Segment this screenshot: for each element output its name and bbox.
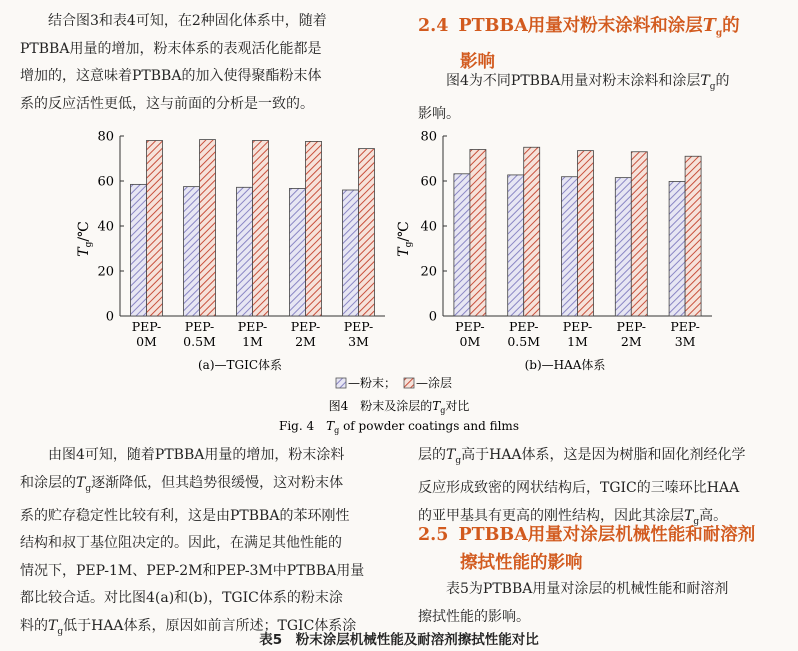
- chart-a-x-tick-label: PEP-: [131, 319, 162, 334]
- figure-4-svg: [0, 126, 798, 436]
- caption-en-T: T: [326, 419, 335, 433]
- discussion-l7-sub: g: [57, 626, 64, 637]
- discussion-l2-T: T: [76, 474, 86, 491]
- legend-powder-label: —粉末；: [348, 376, 397, 390]
- legend: [336, 375, 452, 390]
- discussion-paragraph: [20, 442, 398, 646]
- chart-a-y-tick-label: 20: [97, 264, 114, 280]
- discussion-l7-T: T: [48, 617, 58, 634]
- chart-a-y-tick-label: 80: [97, 129, 114, 145]
- chart-b-bar-coating: [470, 150, 486, 317]
- caption-cn-b: 对比: [445, 399, 470, 413]
- table-5-title: 表5 粉末涂层机械性能及耐溶剂擦拭性能对比: [259, 632, 539, 648]
- discussion-l7b: 低于HAA体系，原因如前言所述；TGIC体系涂: [63, 617, 357, 634]
- caption-cn-a: 图4 粉末及涂层的: [328, 399, 433, 413]
- cont-l1-sub: g: [455, 455, 462, 466]
- section-2-5-title-1: PTBBA用量对涂层机械性能和耐溶剂: [458, 525, 756, 545]
- discussion-l2a: 和涂层的: [20, 474, 76, 491]
- intro-line-1: 结合图3和表4可知，在2种固化体系中，随着: [48, 13, 327, 29]
- cont-l1b: 高于HAA体系，这是因为树脂和固化剂经化学: [461, 447, 746, 463]
- cont-l3-sub: g: [693, 516, 700, 527]
- discussion-l7a: 料的: [20, 617, 48, 634]
- chart-b-ylabel-unit: /℃: [396, 221, 412, 242]
- discussion-line-6: 都比较合适。对比图4(a)和(b)，TGIC体系的粉末涂: [20, 590, 343, 607]
- chart-b-y-tick-label: 20: [420, 264, 437, 280]
- section-2-5-body: [418, 576, 790, 631]
- chart-a-ylabel-sub: g: [84, 241, 94, 248]
- discussion-line-1: 由图4可知，随着PTBBA用量的增加，粉末涂料: [48, 447, 345, 463]
- s24-body-line2: 影响。: [418, 106, 460, 123]
- chart-a-x-tick-label: PEP-: [343, 319, 374, 334]
- chart-a-bar-coating: [147, 141, 163, 317]
- chart-a-ylabel-T: T: [76, 247, 92, 257]
- cont-l3a: 的亚甲基具有更高的刚性结构，因此其涂层: [418, 507, 684, 524]
- chart-a-subtitle: (a)—TGIC体系: [197, 358, 283, 372]
- section-2-4-title-1: PTBBA用量对粉末涂料和涂层: [458, 16, 703, 36]
- chart-b-y-tick-label: 60: [420, 174, 437, 190]
- caption-cn-T: T: [432, 399, 441, 413]
- section-2-4-title-sub: g: [715, 28, 723, 39]
- legend-coating-swatch: [404, 378, 414, 388]
- section-2-4-heading: [418, 12, 790, 76]
- chart-a-y-tick-label: 0: [105, 309, 114, 325]
- chart-b-x-tick-label: 1M: [567, 334, 588, 349]
- chart-b-haa: [420, 130, 712, 350]
- section-2-4-title-T: T: [702, 16, 716, 36]
- section-2-5-heading: [418, 521, 790, 577]
- intro-paragraph: [20, 8, 398, 118]
- figure-caption-cn: [329, 398, 470, 415]
- chart-a-x-tick-label: 0.5M: [183, 334, 216, 349]
- chart-a-bar-coating: [306, 141, 322, 316]
- intro-line-2: PTBBA用量的增加，粉末体系的表观活化能都是: [20, 40, 322, 57]
- cont-l3-T: T: [684, 507, 694, 524]
- chart-a-y-tick-label: 60: [97, 174, 114, 190]
- chart-a-x-tick-label: PEP-: [290, 319, 321, 334]
- chart-b-bar-powder: [615, 178, 631, 316]
- discussion-line-3: 系的贮存稳定性比较有利，这是由PTBBA的苯环刚性: [20, 507, 350, 524]
- chart-b-ylabel-T: T: [396, 247, 412, 257]
- chart-b-x-tick-label: PEP-: [455, 319, 485, 334]
- chart-a-y-tick-label: 40: [97, 219, 114, 235]
- legend-powder-swatch: [336, 378, 346, 388]
- s25-body-line1: 表5为PTBBA用量对涂层的机械性能和耐溶剂: [446, 581, 729, 597]
- chart-b-y-tick-label: 80: [420, 129, 437, 145]
- chart-a-x-tick-label: 1M: [242, 334, 263, 349]
- s24-body-a: 图4为不同PTBBA用量对粉末涂料和涂层: [446, 73, 701, 89]
- section-2-5-title-2: 擦拭性能的影响: [460, 553, 583, 573]
- chart-b-bar-powder: [454, 174, 470, 316]
- chart-a-bar-powder: [184, 187, 200, 316]
- chart-a-x-tick-label: 0M: [136, 334, 157, 349]
- chart-b-bar-coating: [524, 147, 540, 316]
- chart-a-x-tick-label: 3M: [348, 334, 369, 349]
- cont-l1-T: T: [446, 447, 456, 463]
- s25-body-line2: 擦拭性能的影响。: [418, 608, 530, 625]
- chart-b-x-tick-label: 2M: [620, 334, 642, 349]
- chart-a-tgic: [97, 130, 385, 350]
- chart-b-bar-powder: [508, 175, 524, 316]
- section-2-4-body: [418, 68, 790, 129]
- cont-line-2: 反应形成致密的网状结构后，TGIC的三嗪环比HAA: [418, 480, 740, 497]
- s24-body-sub: g: [709, 81, 716, 92]
- chart-b-x-tick-label: PEP-: [562, 319, 593, 334]
- chart-b-x-tick-label: 0.5M: [507, 334, 541, 349]
- chart-a-bar-coating: [253, 141, 269, 317]
- chart-b-ylabel-sub: g: [404, 241, 414, 248]
- chart-a-x-tick-label: PEP-: [237, 319, 268, 334]
- chart-a-bar-powder: [343, 190, 359, 316]
- figure-caption-en: [279, 419, 519, 435]
- caption-cn-sub: g: [440, 406, 446, 415]
- discussion-line-5: 情况下，PEP-1M、PEP-2M和PEP-3M中PTBBA用量: [20, 562, 365, 579]
- chart-b-y-tick-label: 0: [428, 309, 437, 325]
- intro-line-4: 系的反应活性更低，这与前面的分析是一致的。: [20, 95, 314, 112]
- chart-b-subtitle: (b)—HAA体系: [524, 358, 606, 372]
- discussion-line-4: 结构和叔丁基位阻决定的。因此，在满足其他性能的: [20, 535, 342, 552]
- chart-b-bar-powder: [669, 181, 685, 316]
- chart-b-x-tick-label: 0M: [459, 334, 481, 349]
- section-2-4-title-2: 影响: [460, 51, 495, 72]
- caption-en-a: Fig. 4: [279, 419, 327, 433]
- legend-coating-label: —涂层: [416, 376, 453, 390]
- chart-a-ylabel-unit: /℃: [76, 221, 92, 242]
- cont-l3b: 高。: [699, 507, 728, 524]
- chart-a-ylabel: [76, 221, 94, 257]
- discussion-l2-sub: g: [85, 483, 92, 494]
- chart-b-x-tick-label: PEP-: [616, 319, 647, 334]
- chart-a-bar-powder: [290, 188, 306, 316]
- figure-4: [0, 126, 798, 436]
- chart-b-bar-coating: [631, 152, 647, 316]
- s24-body-T: T: [700, 73, 710, 89]
- chart-b-ylabel: [396, 221, 414, 257]
- intro-line-3: 增加的，这意味着PTBBA的加入使得聚酯粉末体: [20, 68, 322, 84]
- chart-b-x-tick-label: PEP-: [670, 319, 700, 334]
- discussion-l2b: 逐渐降低，但其趋势很缓慢，这对粉末体: [91, 474, 344, 491]
- section-2-5-number: 2.5: [418, 525, 449, 545]
- chart-a-x-tick-label: PEP-: [184, 319, 215, 334]
- chart-b-bar-coating: [685, 156, 701, 316]
- chart-a-bar-powder: [237, 187, 253, 316]
- chart-b-x-tick-label: PEP-: [508, 319, 539, 334]
- chart-a-bar-powder: [131, 184, 147, 316]
- chart-b-bar-powder: [562, 177, 578, 316]
- caption-en-b: of powder coatings and films: [339, 419, 519, 433]
- chart-b-y-tick-label: 40: [420, 219, 437, 235]
- chart-a-x-tick-label: 2M: [295, 334, 316, 349]
- chart-b-x-tick-label: 3M: [674, 334, 696, 349]
- chart-b-bar-coating: [578, 151, 594, 316]
- section-2-4-title-end: 的: [722, 16, 740, 36]
- chart-a-bar-coating: [200, 140, 216, 316]
- caption-en-sub: g: [334, 426, 340, 435]
- chart-a-bar-coating: [359, 149, 375, 316]
- section-2-4-number: 2.4: [418, 16, 449, 36]
- cont-l1a: 层的: [418, 447, 446, 463]
- s24-body-b: 的: [715, 73, 730, 89]
